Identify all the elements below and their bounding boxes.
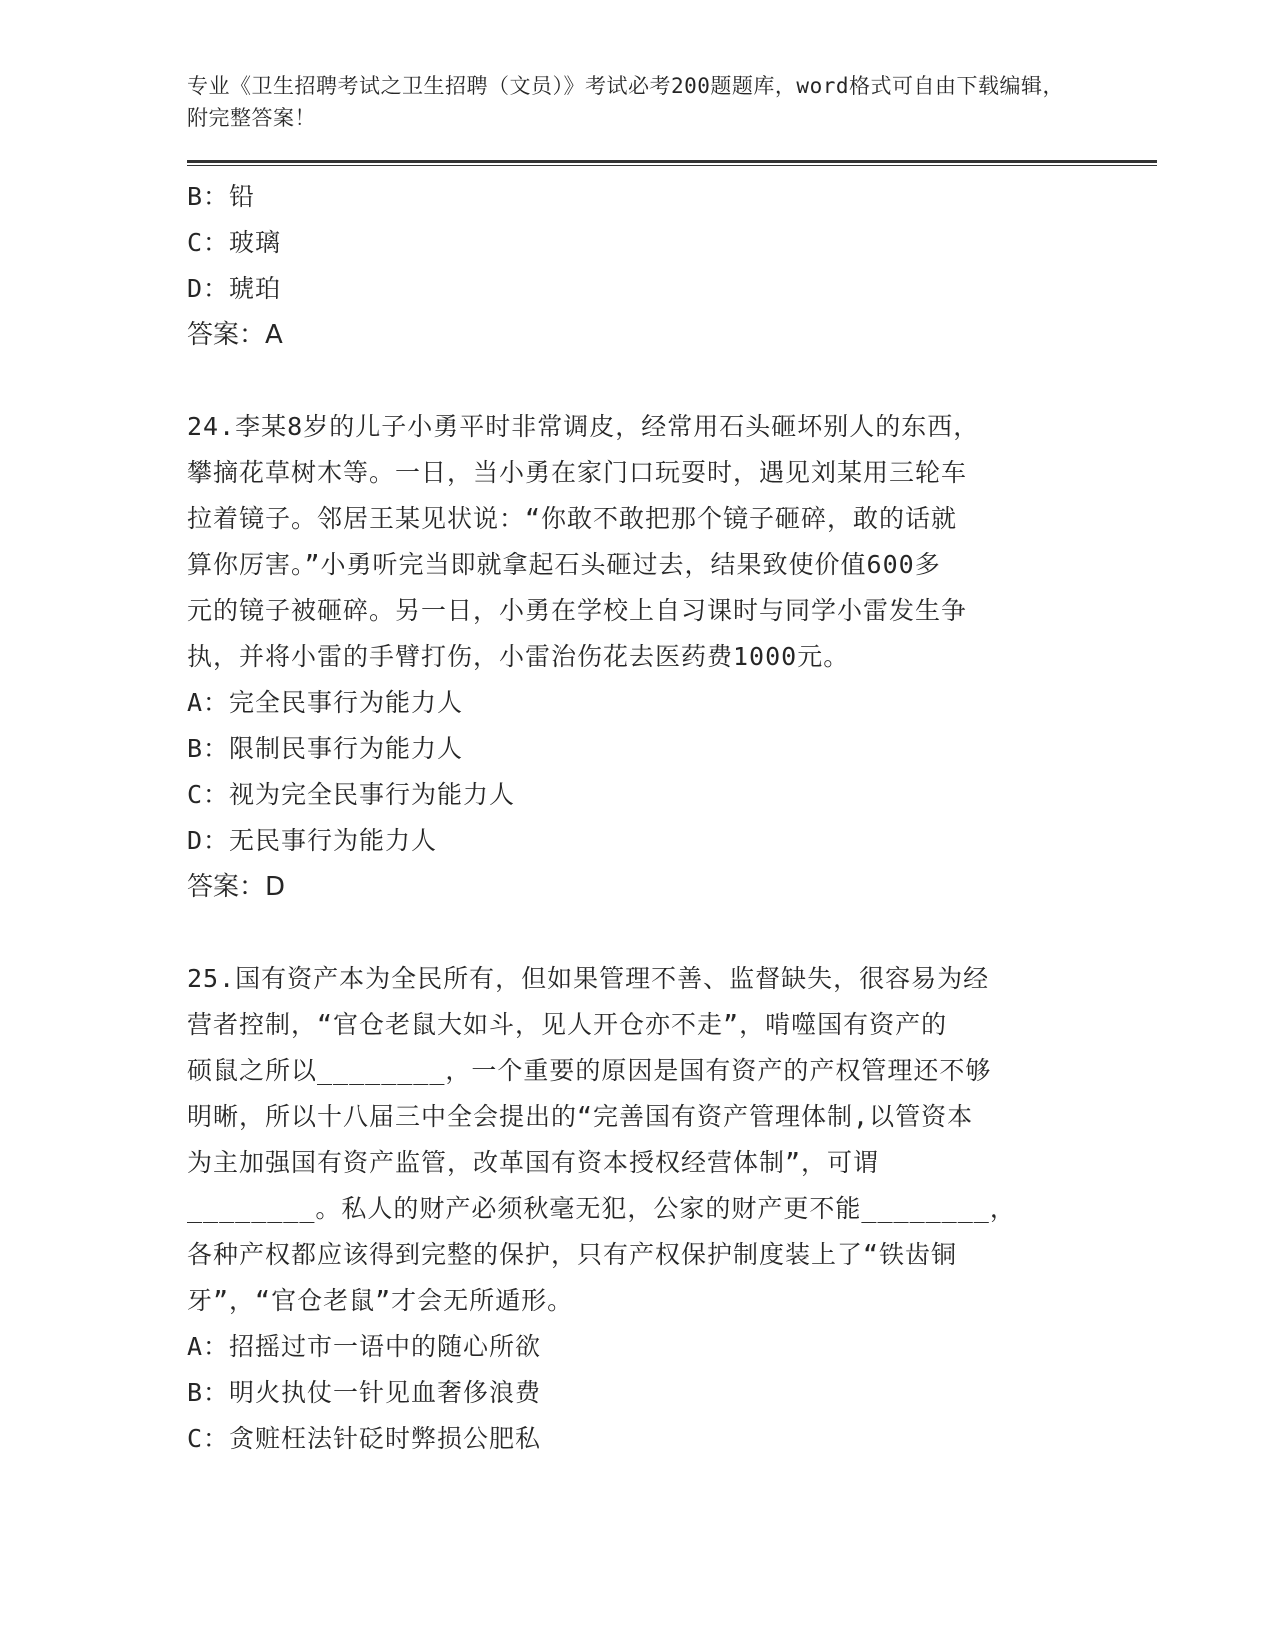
question-text-line: 元的镜子被砸碎。另一日，小勇在学校上自习课时与同学小雷发生争 (187, 596, 968, 625)
question-text-line: 明晰，所以十八届三中全会提出的“完善国有资产管理体制,以管资本 (187, 1102, 974, 1131)
option-c: C：贪赃枉法针砭时弊损公肥私 (187, 1424, 542, 1453)
option-b: B：铅 (187, 182, 256, 211)
question-text-line: 为主加强国有资产监管，改革国有资本授权经营体制”，可谓 (187, 1148, 880, 1177)
document-header: 专业《卫生招聘考试之卫生招聘（文员）》考试必考200题题库，word格式可自由下载编辑，附完整答案！ (187, 74, 1064, 130)
option-b: B：明火执仗一针见血奢侈浪费 (187, 1378, 542, 1407)
option-a: A：招摇过市一语中的随心所欲 (187, 1332, 542, 1361)
option-d: D：无民事行为能力人 (187, 826, 438, 855)
answer-label: 答案：A (187, 320, 283, 350)
question-text-line: 算你厉害。”小勇听完当即就拿起石头砸过去，结果致使价值600多 (187, 550, 941, 579)
option-c: C：视为完全民事行为能力人 (187, 780, 516, 809)
spacer (187, 358, 1157, 404)
question-25-block (187, 956, 1157, 1462)
question-24-block (187, 404, 1157, 910)
option-c: C：玻璃 (187, 228, 282, 257)
question-text-line: 牙”，“官仓老鼠”才会无所遁形。 (187, 1286, 574, 1315)
header-divider (187, 160, 1157, 166)
question-text-line: 各种产权都应该得到完整的保护，只有产权保护制度装上了“铁齿铜 (187, 1240, 958, 1269)
document-page (187, 70, 1157, 1462)
question-text-line: 拉着镜子。邻居王某见状说：“你敢不敢把那个镜子砸碎，敢的话就 (187, 504, 958, 533)
option-a: A：完全民事行为能力人 (187, 688, 464, 717)
option-d: D：琥珀 (187, 274, 282, 303)
question-text-line: ________。私人的财产必须秋毫无犯，公家的财产更不能________， (187, 1194, 1016, 1223)
spacer (187, 910, 1157, 956)
question-text-line: 硕鼠之所以________，一个重要的原因是国有资产的产权管理还不够 (187, 1056, 992, 1085)
question-text-line: 攀摘花草树木等。一日，当小勇在家门口玩耍时，遇见刘某用三轮车 (187, 458, 968, 487)
question-23-block (187, 174, 1157, 358)
option-b: B：限制民事行为能力人 (187, 734, 464, 763)
question-text-line: 营者控制，“官仓老鼠大如斗，见人开仓亦不走”，啃噬国有资产的 (187, 1010, 948, 1039)
answer-label: 答案：D (187, 872, 286, 902)
question-text-line: 25.国有资产本为全民所有，但如果管理不善、监督缺失，很容易为经 (187, 964, 990, 993)
question-text-line: 24.李某8岁的儿子小勇平时非常调皮，经常用石头砸坏别人的东西， (187, 412, 980, 441)
question-text-line: 执，并将小雷的手臂打伤，小雷治伤花去医药费1000元。 (187, 642, 850, 671)
